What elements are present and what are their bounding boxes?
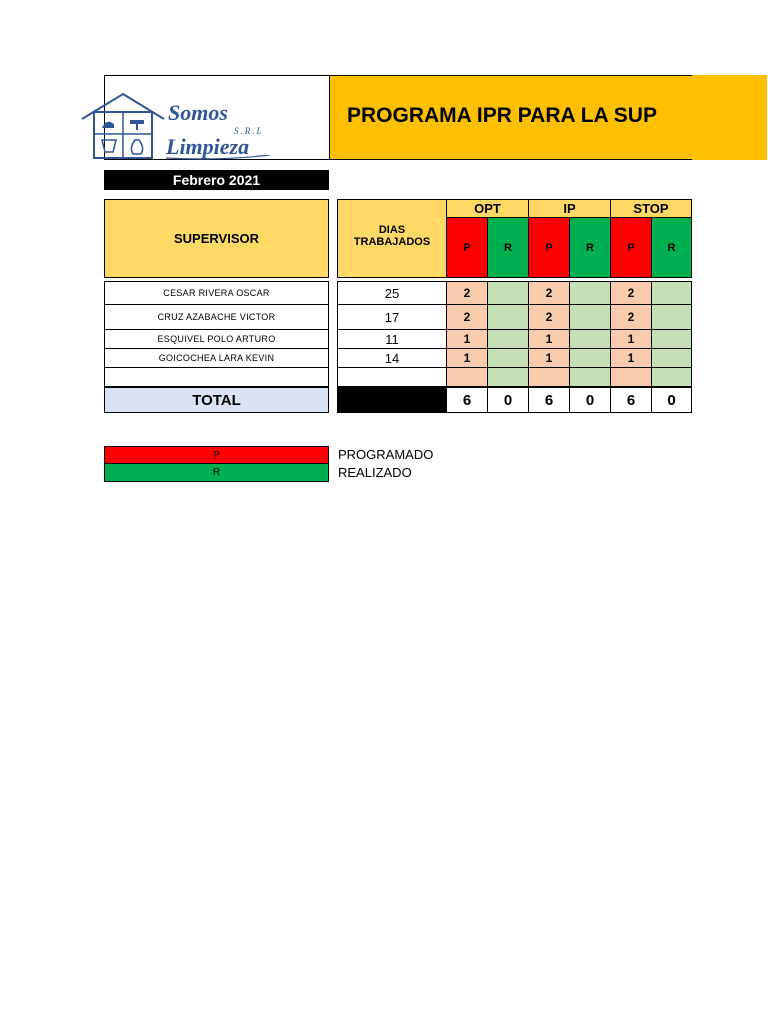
total-opt-p: 6 <box>446 387 488 413</box>
opt-p-value: 2 <box>446 281 488 305</box>
ip-p-value: 2 <box>528 304 570 330</box>
days-worked: 25 <box>337 281 447 305</box>
sub-header-p: P <box>446 217 488 278</box>
supervisor-name <box>104 367 329 387</box>
ip-r-value <box>569 367 611 387</box>
stop-p-value: 1 <box>610 348 652 368</box>
stop-r-value <box>651 367 692 387</box>
days-header-line1: DIAS <box>378 223 406 236</box>
days-header-line2: TRABAJADOS <box>353 235 431 248</box>
ip-p-value: 2 <box>528 281 570 305</box>
stop-r-value <box>651 329 692 349</box>
logo-underline-icon <box>166 155 270 161</box>
days-worked <box>337 367 447 387</box>
opt-p-value: 1 <box>446 329 488 349</box>
stop-p-value <box>610 367 652 387</box>
legend-label-realizado: REALIZADO <box>338 465 412 480</box>
total-days-blank <box>337 387 447 413</box>
supervisor-name: GOICOCHEA LARA KEVIN <box>104 348 329 368</box>
stop-p-value: 2 <box>610 281 652 305</box>
logo-text-limpieza: Limpieza <box>166 134 250 159</box>
opt-p-value: 2 <box>446 304 488 330</box>
house-logo-icon <box>80 92 166 162</box>
days-worked: 11 <box>337 329 447 349</box>
supervisor-name: ESQUIVEL POLO ARTURO <box>104 329 329 349</box>
total-ip-p: 6 <box>528 387 570 413</box>
opt-r-value <box>487 281 529 305</box>
opt-r-value <box>487 367 529 387</box>
logo-text-somos: Somos <box>168 100 228 125</box>
ip-r-value <box>569 281 611 305</box>
stop-p-value: 2 <box>610 304 652 330</box>
days-worked: 17 <box>337 304 447 330</box>
legend-label-programado: PROGRAMADO <box>338 447 434 462</box>
group-header-opt: OPT <box>446 199 529 218</box>
ip-p-value <box>528 367 570 387</box>
opt-r-value <box>487 348 529 368</box>
sub-header-p: P <box>528 217 570 278</box>
days-header <box>337 199 447 278</box>
ip-r-value <box>569 348 611 368</box>
total-opt-r: 0 <box>487 387 529 413</box>
opt-r-value <box>487 304 529 330</box>
total-ip-r: 0 <box>569 387 611 413</box>
sub-header-p: P <box>610 217 652 278</box>
supervisor-header: SUPERVISOR <box>104 199 329 278</box>
ip-p-value: 1 <box>528 329 570 349</box>
logo-text-srl: S.R.L <box>234 126 264 136</box>
sub-header-r: R <box>651 217 692 278</box>
page-title: PROGRAMA IPR PARA LA SUP <box>347 104 657 127</box>
stop-p-value: 1 <box>610 329 652 349</box>
opt-p-value <box>446 367 488 387</box>
legend-key-r: R <box>104 463 329 482</box>
opt-r-value <box>487 329 529 349</box>
stop-r-value <box>651 281 692 305</box>
total-label: TOTAL <box>104 387 329 413</box>
ip-r-value <box>569 304 611 330</box>
supervisor-name: CRUZ AZABACHE VICTOR <box>104 304 329 330</box>
ip-r-value <box>569 329 611 349</box>
stop-r-value <box>651 304 692 330</box>
days-worked: 14 <box>337 348 447 368</box>
group-header-ip: IP <box>528 199 611 218</box>
sub-header-r: R <box>487 217 529 278</box>
ip-p-value: 1 <box>528 348 570 368</box>
sub-header-r: R <box>569 217 611 278</box>
supervisor-name: CESAR RIVERA OSCAR <box>104 281 329 305</box>
legend-key-p: P <box>104 446 329 464</box>
opt-p-value: 1 <box>446 348 488 368</box>
group-header-stop: STOP <box>610 199 692 218</box>
stop-r-value <box>651 348 692 368</box>
total-stop-r: 0 <box>651 387 692 413</box>
month-label: Febrero 2021 <box>104 170 329 190</box>
total-stop-p: 6 <box>610 387 652 413</box>
title-fill <box>692 75 767 160</box>
